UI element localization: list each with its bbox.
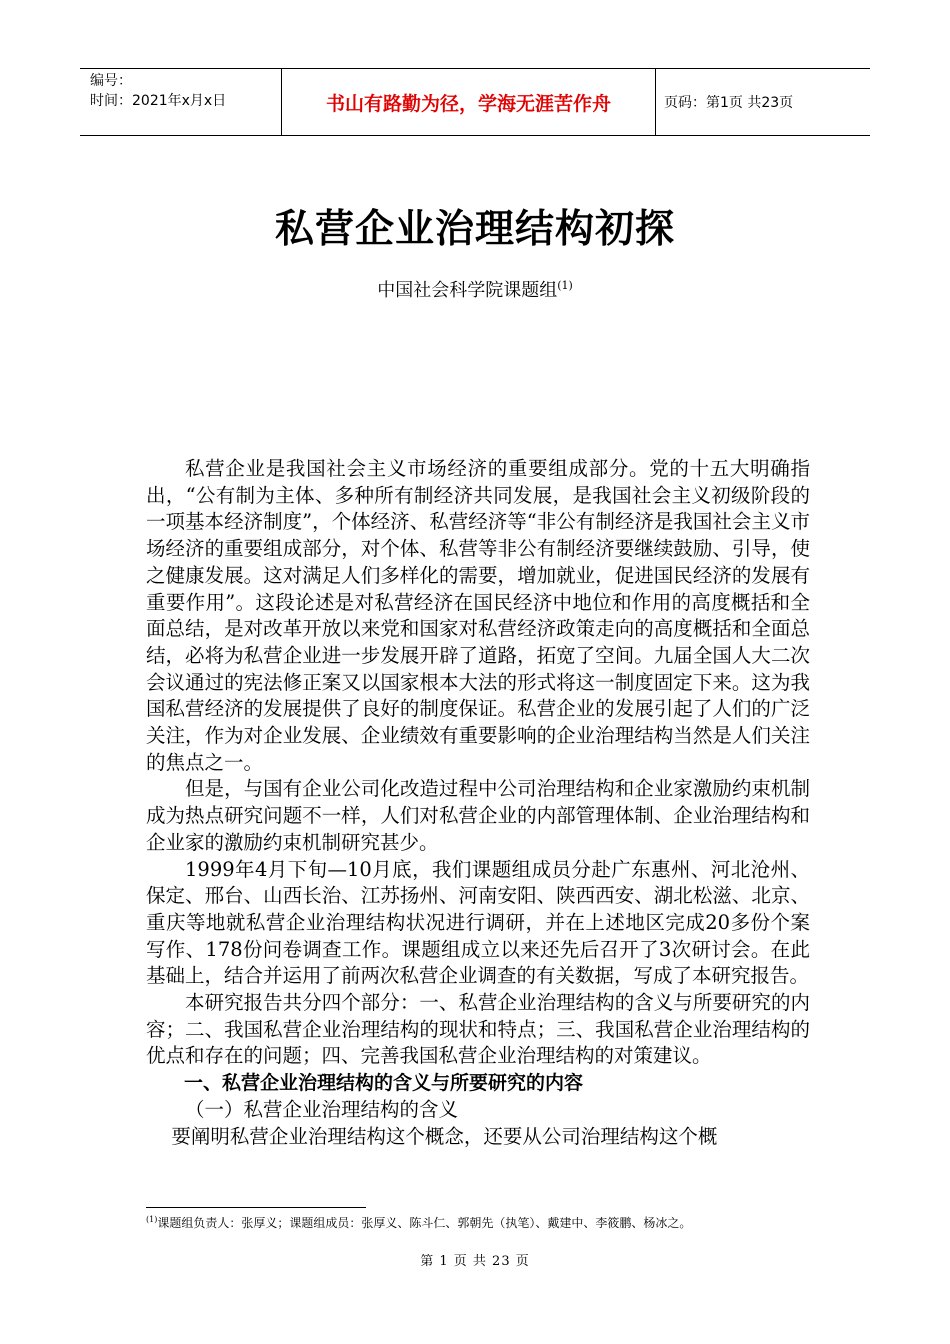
paragraph-3: 1999年4月下旬—10月底，我们课题组成员分赴广东惠州、河北沧州、保定、邢台、山西长治、江苏扬州、河南安阳、陕西西安、湖北松滋、北京、重庆等地就私营企业治理结构状况进行调研，并在上述地区完成20多份个案写作、178份问卷调查工作。课题组成立以来还先后召开了3次研讨会。在此基础上，结合并运用了前两次私营企业调查的有关数据，写成了本研究报告。	[146, 857, 810, 988]
footnote-divider	[146, 1207, 366, 1208]
last-line: 要阐明私营企业治理结构这个概念，还要从公司治理结构这个概	[171, 1124, 718, 1148]
motto-cell	[282, 69, 656, 135]
author-name: 中国社会科学院课题组	[377, 280, 558, 301]
author-line	[0, 276, 950, 302]
paragraph-1: 私营企业是我国社会主义市场经济的重要组成部分。党的十五大明确指出，“公有制为主体、多种所有制经济共同发展，是我国社会主义初级阶段的一项基本经济制度”，个体经济、私营经济等“非公有制经济是我国社会主义市场经济的重要组成部分，对个体、私营等非公有制经济要继续鼓励、引导，使之健康发展。这对满足人们多样化的需要，增加就业，促进国民经济的发展有重要作用”。这段论述是对私营经济在国民经济中地位和作用的高度概括和全面总结，是对改革开放以来党和国家对私营经济政策走向的高度概括和全面总结，必将为私营企业进一步发展开辟了道路，拓宽了空间。九届全国人大二次会议通过的宪法修正案又以国家根本大法的形式将这一制度固定下来。这为我国私营经济的发展提供了良好的制度保证。私营企业的发展引起了人们的广泛关注，作为对企业发展、企业绩效有重要影响的企业治理结构当然是人们关注的焦点之一。	[146, 457, 810, 774]
motto-text: 书山有路勤为径，学海无涯苦作舟	[325, 92, 611, 115]
header-table	[80, 68, 870, 136]
page-info-text: 页码：第1页 共23页	[664, 95, 794, 111]
time-label: 时间：2021年x月x日	[90, 93, 227, 109]
page-number: 第 1 页 共 23 页	[420, 1254, 530, 1269]
footnote-mark: (1)	[146, 1215, 158, 1224]
header-meta-cell	[80, 69, 282, 135]
body-text	[146, 456, 810, 1150]
author-note-mark: (1)	[557, 279, 573, 292]
number-label: 编号：	[90, 73, 132, 89]
page-info-cell	[656, 69, 870, 135]
footnote	[146, 1212, 826, 1231]
footnote-text: 课题组负责人：张厚义；课题组成员：张厚义、陈斗仁、郭朝先（执笔）、戴建中、李筱鹏、杨冰之。	[157, 1216, 692, 1230]
subsection-heading: （一）私营企业治理结构的含义	[185, 1097, 459, 1121]
paragraph-4: 本研究报告共分四个部分：一、私营企业治理结构的含义与所要研究的内容；二、我国私营企业治理结构的现状和特点；三、我国私营企业治理结构的优点和存在的问题；四、完善我国私营企业治理结构的对策建议。	[146, 991, 810, 1068]
document-title: 私营企业治理结构初探	[274, 207, 675, 252]
section-heading: 一、私营企业治理结构的含义与所要研究的内容	[184, 1072, 584, 1095]
paragraph-2: 但是，与国有企业公司化改造过程中公司治理结构和企业家激励约束机制成为热点研究问题不一样，人们对私营企业的内部管理体制、企业治理结构和企业家的激励约束机制研究甚少。	[146, 777, 810, 854]
